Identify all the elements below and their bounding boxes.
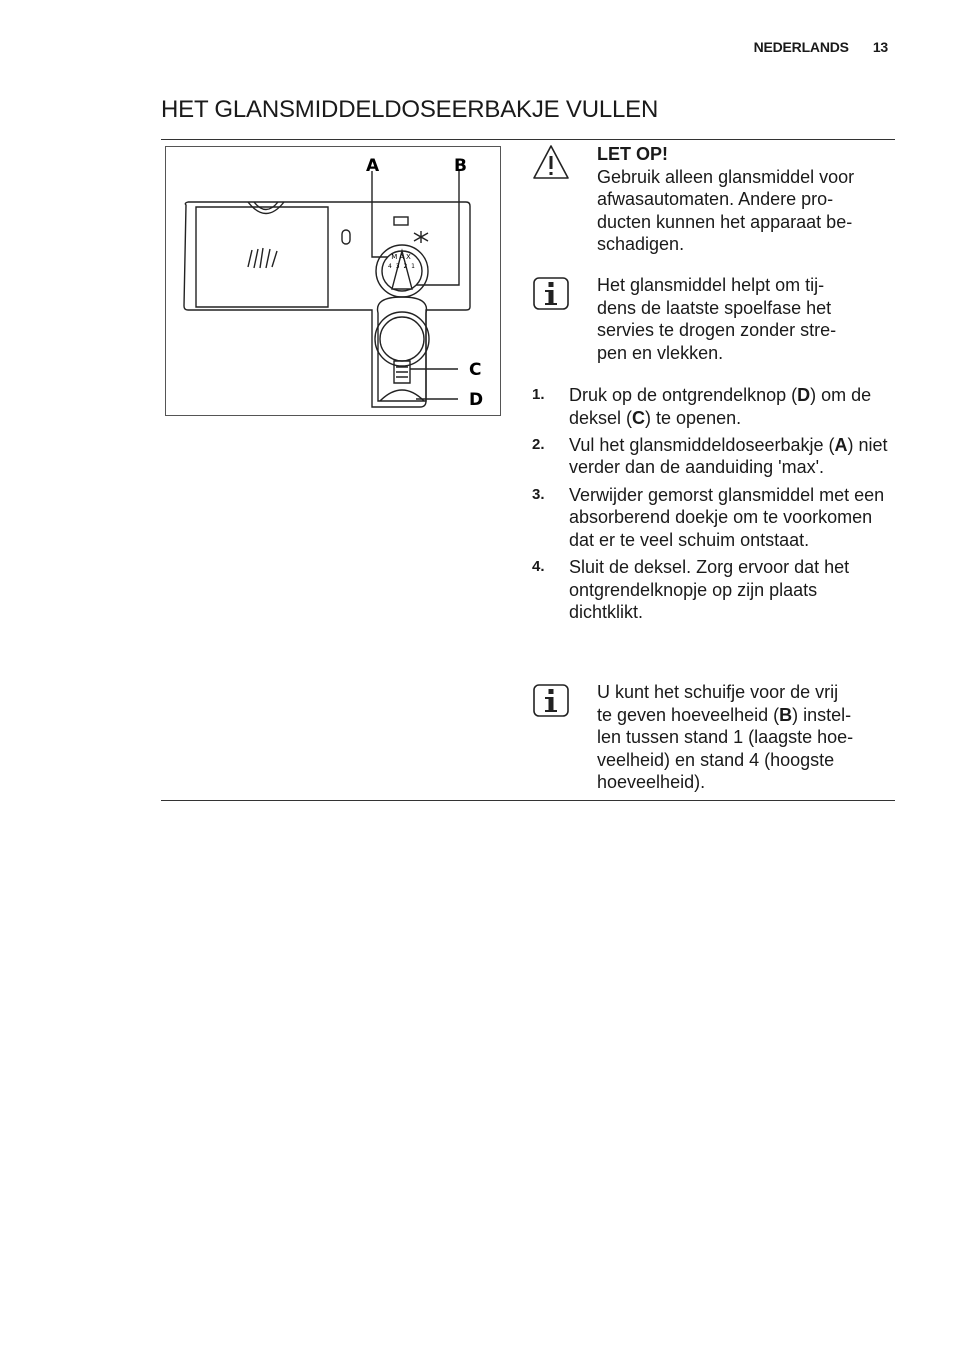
figure-label-b: B (454, 156, 467, 176)
bottom-rule (161, 800, 895, 801)
running-head (754, 39, 888, 55)
dispenser-figure (165, 146, 501, 416)
warning-note (532, 143, 892, 256)
warning-line: afwasautomaten. Andere pro- (597, 189, 834, 210)
warning-line: schadigen. (597, 234, 685, 255)
list-item (532, 484, 892, 552)
step-text: Verwijder gemorst glansmiddel met een absorberend doekje om te voorkomen dat er te veel schuim ontstaat. (569, 484, 885, 550)
info-line: dens de laatste spoelfase het (597, 297, 832, 318)
figure-label-a: A (366, 156, 380, 176)
step-text: Sluit de deksel. Zorg ervoor dat het ontgrendelknopje op zijn plaats dichtklikt. (569, 556, 850, 623)
warning-line: Gebruik alleen glansmiddel voor (597, 166, 855, 187)
info-line: pen en vlekken. (597, 342, 724, 363)
steps-list (532, 384, 892, 628)
info-icon (532, 274, 570, 364)
warning-line: ducten kunnen het apparaat be- (597, 211, 853, 232)
header-language: NEDERLANDS (753, 39, 849, 55)
page-number: 13 (872, 39, 888, 55)
info-line: Het glansmiddel helpt om tij- (597, 275, 825, 295)
info-line: hoeveelheid). (597, 772, 706, 793)
step-number: 4. (532, 557, 545, 575)
section-title: HET GLANSMIDDELDOSEERBAKJE VULLEN (161, 96, 659, 123)
dial-numbers: 4 3 2 1 (388, 263, 416, 270)
info-line: veelheid) en stand 4 (hoogste (597, 749, 835, 770)
info-line: te geven hoeveelheid (B) instel- (597, 704, 852, 725)
info-line: len tussen stand 1 (laagste hoe- (597, 727, 854, 748)
info-note-1 (532, 274, 892, 364)
info-line: U kunt het schuifje voor de vrij (597, 682, 839, 702)
step-number: 3. (532, 485, 545, 503)
list-item (532, 556, 892, 624)
info-icon (532, 681, 570, 794)
list-item (532, 384, 892, 429)
figure-label-d: D (469, 390, 484, 410)
info-note-2 (532, 681, 892, 794)
dial-max-label: MAX (391, 253, 413, 261)
warning-heading: LET OP! (597, 144, 668, 164)
step-number: 1. (532, 386, 545, 403)
top-rule (161, 139, 895, 140)
step-text: Druk op de ontgrendelknop (D) om de deksel (C) te openen. (569, 385, 872, 428)
dispenser-illustration (166, 147, 500, 415)
info-line: servies te drogen zonder stre- (597, 320, 837, 341)
list-item (532, 434, 892, 479)
warning-triangle-icon (532, 143, 570, 256)
step-text: Vul het glansmiddeldoseerbakje (A) niet verder dan de aanduiding 'max'. (569, 434, 888, 478)
figure-label-c: C (469, 360, 482, 380)
step-number: 2. (532, 435, 545, 453)
